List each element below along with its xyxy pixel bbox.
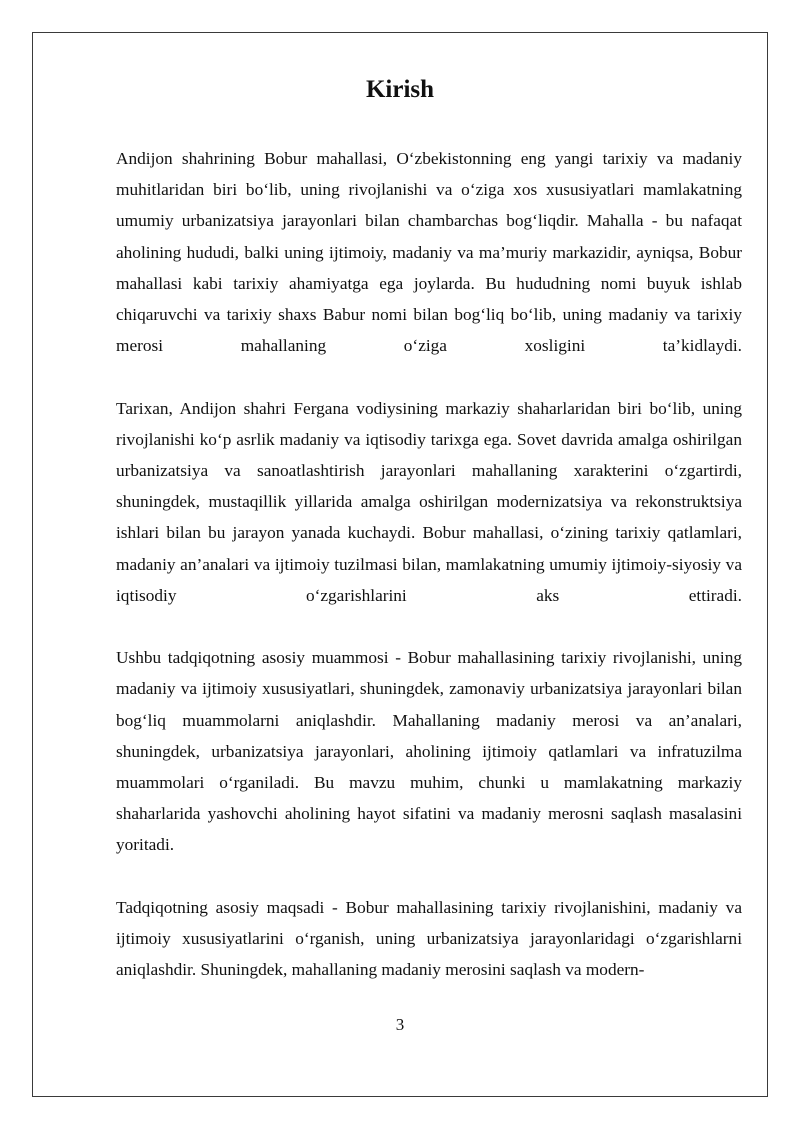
paragraph-3: Ushbu tadqiqotning asosiy muammosi - Bobur mahallasining tarixiy rivojlanishi, uning madaniy va ijtimoiy xususiyatlari, shuningdek, zamonaviy urbanizatsiya jarayonlari bilan bog‘liq muammolarni aniqlashdir. Mahallaning madaniy merosi va an’analari, shuningdek, urbanizatsiya jarayonlari, aholining ijtimoiy qatlamlari va infratuzilma muammolari o‘rganiladi. Bu mavzu muhim, chunki u mamlakatning markaziy shaharlarida yashovchi aholining hayot sifatini va madaniy merosni saqlash masalasini yoritadi.: [116, 648, 742, 855]
page-title: Kirish: [365, 76, 435, 103]
page-number: 3: [395, 1015, 405, 1034]
paragraph-2: Tarixan, Andijon shahri Fergana vodiysining markaziy shaharlaridan biri bo‘lib, uning rivojlanishi ko‘p asrlik madaniy va iqtisodiy tarixga ega. Sovet davrida amalga oshirilgan urbanizatsiya va sanoatlashtirish jarayonlari mahallaning xarakterini o‘zgartirdi, shuningdek, mustaqillik yillarida amalga oshirilgan modernizatsiya va rekonstruktsiya ishlari bilan bu jarayon yanada kuchaydi. Bobur mahallasi, o‘zining tarixiy qatlamlari, madaniy an’analari va ijtimoiy tuzilmasi bilan, mamlakatning umumiy ijtimoiy-siyosiy va iqtisodiy o‘zgarishlarini aks ettiradi.: [116, 398, 742, 605]
paragraph-1: Andijon shahrining Bobur mahallasi, O‘zbekistonning eng yangi tarixiy va madaniy muhitlaridan biri bo‘lib, uning rivojlanishi va o‘ziga xos xususiyatlari mamlakatning umumiy urbanizatsiya jarayonlari bilan chambarchas bog‘liqdir. Mahalla - bu nafaqat aholining hududi, balki uning ijtimoiy, madaniy va ma’muriy markazidir, ayniqsa, Bobur mahallasi kabi tarixiy ahamiyatga ega joylarda. Bu hududning nomi buyuk ishlab chiqaruvchi va tarixiy shaxs Babur nomi bilan bog‘liq bo‘lib, uning madaniy va tarixiy merosi mahallaning o‘ziga xosligini ta’kidlaydi.: [116, 149, 742, 356]
document-body: [116, 143, 742, 985]
paragraph-4: Tadqiqotning asosiy maqsadi - Bobur mahallasining tarixiy rivojlanishini, madaniy va ijtimoiy xususiyatlarini o‘rganish, uning urbanizatsiya jarayonlaridagi o‘zgarishlarni aniqlashdir. Shuningdek, mahallaning madaniy merosini saqlash va modern-: [116, 897, 742, 980]
